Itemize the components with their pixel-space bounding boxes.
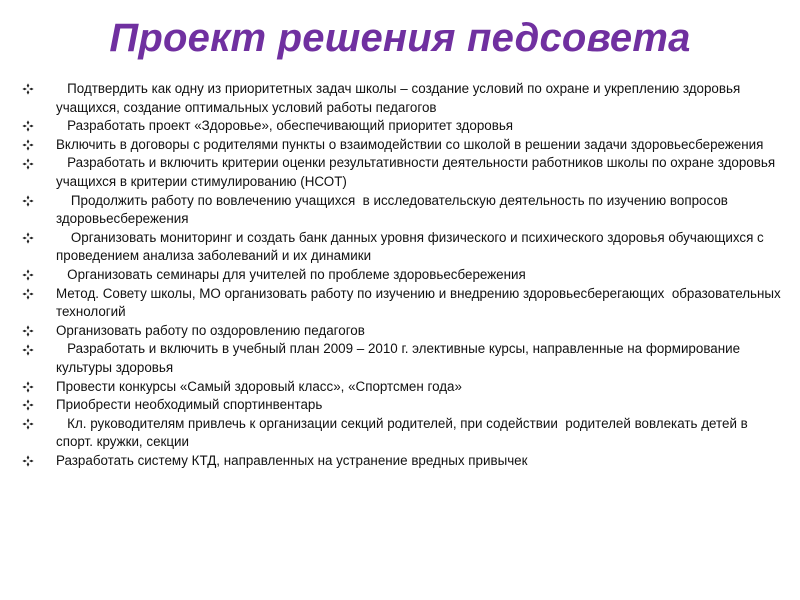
list-item-text: Кл. руководителям привлечь к организации секций родителей, при содействии родителей вовлекать детей в спорт. кружки, секции bbox=[56, 415, 752, 450]
bullet-list bbox=[22, 80, 785, 470]
list-item bbox=[22, 415, 782, 452]
list-item-text: Разработать и включить в учебный план 2009 – 2010 г. элективные курсы, направленные на формирование культуры здоровья bbox=[56, 341, 744, 375]
diamond-bullet-icon bbox=[22, 285, 34, 304]
diamond-bullet-icon bbox=[22, 415, 34, 434]
slide-title: Проект решения педсовета bbox=[109, 16, 691, 60]
list-item bbox=[22, 154, 782, 191]
list-item-text: Метод. Совету школы, МО организовать работу по изучению и внедрению здоровьесберегающих образовательных технологий bbox=[56, 285, 785, 320]
list-item-text: Провести конкурсы «Самый здоровый класс», «Спортсмен года» bbox=[56, 378, 462, 394]
list-item bbox=[22, 266, 782, 285]
list-item bbox=[22, 340, 782, 377]
list-item-text: Приобрести необходимый спортинвентарь bbox=[56, 397, 323, 413]
list-item-text: Разработать и включить критерии оценки результативности деятельности работников школы по охране здоровья учащихся в критерии стимулированию (НСОТ) bbox=[56, 155, 779, 189]
diamond-bullet-icon bbox=[22, 117, 34, 136]
list-item-text: Организовать мониторинг и создать банк данных уровня физического и психического здоровья обучающихся с проведением анализа заболеваний и их динамики bbox=[56, 229, 768, 264]
diamond-bullet-icon bbox=[22, 322, 34, 341]
diamond-bullet-icon bbox=[22, 378, 34, 397]
diamond-bullet-icon bbox=[22, 396, 34, 415]
list-item-text: Разработать проект «Здоровье», обеспечивающий приоритет здоровья bbox=[56, 118, 514, 134]
diamond-bullet-icon bbox=[22, 154, 34, 173]
list-item bbox=[22, 322, 782, 341]
list-item-text: Продолжить работу по вовлечению учащихся в исследовательскую деятельность по изучению вопросов здоровьесбережения bbox=[56, 192, 732, 227]
diamond-bullet-icon bbox=[22, 192, 34, 211]
list-item-text: Организовать работу по оздоровлению педагогов bbox=[56, 322, 365, 338]
list-item bbox=[22, 136, 782, 155]
diamond-bullet-icon bbox=[22, 136, 34, 155]
list-item-text: Разработать систему КТД, направленных на устранение вредных привычек bbox=[56, 452, 528, 468]
diamond-bullet-icon bbox=[22, 229, 34, 248]
diamond-bullet-icon bbox=[22, 340, 34, 359]
list-item bbox=[22, 80, 782, 117]
list-item-text: Подтвердить как одну из приоритетных задач школы – создание условий по охране и укреплению здоровья учащихся, создание оптимальных условий работы педагогов bbox=[56, 81, 744, 115]
list-item bbox=[22, 378, 782, 397]
diamond-bullet-icon bbox=[22, 266, 34, 285]
list-item bbox=[22, 452, 782, 471]
list-item bbox=[22, 117, 782, 136]
diamond-bullet-icon bbox=[22, 80, 34, 99]
list-item bbox=[22, 396, 782, 415]
diamond-bullet-icon bbox=[22, 452, 34, 471]
list-item-text: Включить в договоры с родителями пункты о взаимодействии со школой в решении задачи здоровьесбережения bbox=[56, 136, 764, 152]
list-item-text: Организовать семинары для учителей по проблеме здоровьесбережения bbox=[56, 266, 526, 282]
list-item bbox=[22, 285, 785, 322]
list-item bbox=[22, 192, 782, 229]
list-item bbox=[22, 229, 782, 266]
